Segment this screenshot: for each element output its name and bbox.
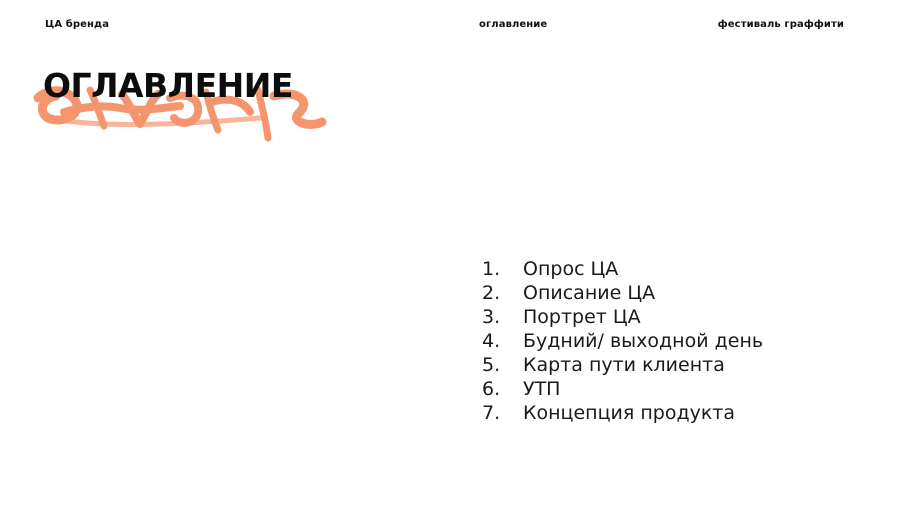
table-of-contents [482,257,763,425]
toc-item-label: Опрос ЦА [523,258,619,280]
header-project-name: фестиваль граффити [717,19,844,30]
toc-item-number: 4. [482,330,501,352]
toc-item-label: УТП [523,378,561,400]
page-title: ОГЛАВЛЕНИЕ [43,66,293,105]
toc-item-label: Портрет ЦА [523,306,641,328]
toc-item-number: 2. [482,282,501,304]
toc-item-number: 5. [482,354,501,376]
toc-item-number: 1. [482,258,501,280]
header-brand-audience: ЦА бренда [45,19,110,30]
toc-item-label: Будний/ выходной день [523,330,764,352]
toc-item-label: Описание ЦА [523,282,656,304]
toc-item [482,257,763,281]
toc-item [482,305,763,329]
toc-item-number: 7. [482,402,501,424]
toc-item [482,401,763,425]
toc-item [482,281,763,305]
toc-item-number: 6. [482,378,501,400]
toc-item [482,377,763,401]
toc-item-label: Карта пути клиента [523,354,725,376]
toc-item-number: 3. [482,306,501,328]
toc-item [482,329,763,353]
header-section-name: оглавление [479,19,548,30]
toc-item-label: Концепция продукта [523,402,736,424]
toc-item [482,353,763,377]
